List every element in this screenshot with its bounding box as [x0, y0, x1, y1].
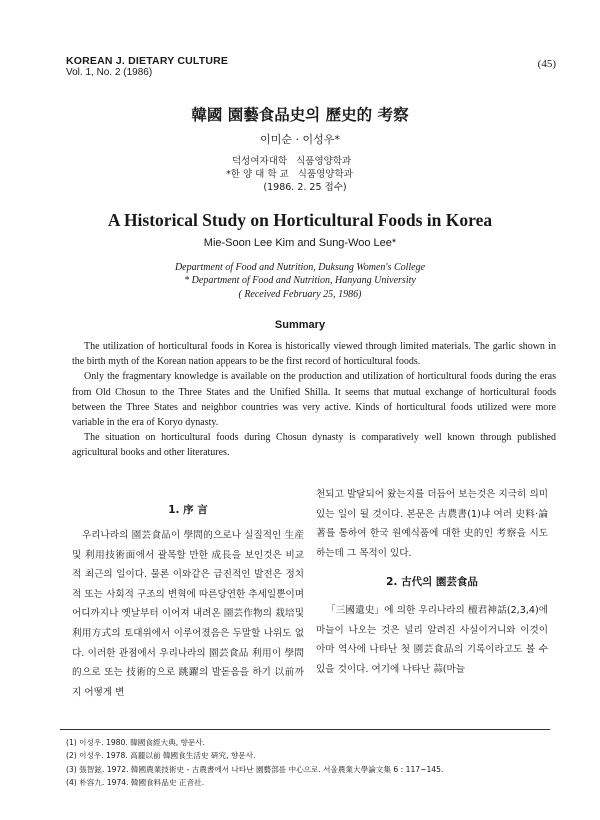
summary-paragraph-2: Only the fragmentary knowledge is available on the production and utilization of horticultural foods during the eras from Old Chosun to the Three States and the Unified Shilla. It seems that mutual exchange of horticultural foods between the Three States and neighbor countries was very active. Kinds of horticultural foods utilized were more variable in the era of Koryo dynasty.	[72, 371, 556, 429]
summary-paragraph-1: The utilization of horticultural foods in Korea is historically viewed through limited materials. The garlic shown in the birth myth of the Korean nation appears to be the first record of horticultural foods.	[72, 341, 556, 368]
korean-authors: 이미순 · 이성우*	[260, 133, 340, 146]
english-authors: Mie-Soon Lee Kim and Sung-Woo Lee*	[203, 237, 397, 249]
korean-received-date: (1986. 2. 25 접수)	[263, 182, 347, 193]
journal-name: KOREAN J. DIETARY CULTURE	[66, 55, 229, 67]
korean-title: 韓國 園藝食品史의 歷史的 考察	[191, 106, 409, 124]
korean-affiliation-1: 덕성여자대학 식품영양학과	[232, 156, 352, 167]
journal-volume-issue: Vol. 1, No. 2 (1986)	[66, 67, 153, 78]
summary-heading: Summary	[274, 319, 326, 331]
section-1-continuation: 천되고 발달되어 왔는지를 더듬어 보는것은 지극히 의미있는 일이 될 것이다. 본문은 古農書(1)냐 여러 史料·論著를 통하여 한국 원예식품에 대한 史的인 考察을 시도하는데 그 목적이 있다.	[316, 489, 548, 559]
english-received-date: ( Received February 25, 1986)	[238, 289, 362, 300]
footnote-2: (2) 이성우. 1978. 高麗以前 韓國食生活史 硏究, 향문사.	[66, 751, 256, 761]
body-right-column	[316, 485, 548, 679]
summary-paragraph-3: The situation on horticultural foods during Chosun dynasty is comparatively well known through published agricultural books and other literatures.	[72, 432, 556, 459]
footnote-1: (1) 이성우. 1980. 韓國食經大典, 향문사.	[66, 738, 205, 747]
english-affiliation-2: * Department of Food and Nutrition, Hanyang University	[184, 275, 416, 286]
section-2-heading: 2. 古代의 園芸食品	[386, 576, 478, 589]
footnote-divider	[60, 729, 550, 730]
english-title: A Historical Study on Horticultural Foods in Korea	[107, 210, 493, 230]
section-2-paragraph: 「三國遺史」에 의한 우리나라의 檀君神話(2,3,4)에 마늘이 나오는 것은 널리 알려진 사실이거니와 이것이 아마 역사에 나타난 첫 園芸食品의 기록이라고도 볼 수 있을 것이다. 여기에 나타난 蒜(마늘	[316, 604, 548, 675]
footnote-3: (3) 張智鉉. 1972. 韓國農業技術史 - 古農書에서 나타난 園藝部를 中心으로. 서울農業大學論文集 6 : 117~145.	[66, 764, 444, 774]
body-left-column	[72, 504, 304, 702]
page-number: (45)	[537, 58, 556, 70]
section-1-heading: 1. 序 言	[168, 504, 208, 516]
section-1-paragraph: 우리나라의 園芸食品이 學問的으로나 실질적인 生産및 利用技術面에서 괄목할 만한 成長을 보인것은 비교적 최근의 일이다. 물론 이와같은 급진적인 발전은 정치적 또는 사회적 구조의 변혁에 따른당연한 추세일뿐이며 어디까지나 옛날부터 이어져 내려온 園芸作物의 栽培및 利用方式의 토대위에서 이루어졌음은 두말할 나위도 없다. 이러한 관점에서 우리나라의 園芸食品 利用이 學問的으로 또는 技術的으로 跳躍의 발돋음을 하기 以前까지 어떻게 변	[72, 530, 304, 698]
footnote-4: (4) 朴容九. 1974. 韓國食料品史 正音社.	[66, 778, 205, 788]
english-affiliation-1: Department of Food and Nutrition, Duksung Women's College	[174, 262, 426, 273]
summary-block	[72, 339, 556, 461]
korean-affiliation-2: *한 양 대 학 교 식품영양학과	[226, 169, 353, 180]
footnotes	[66, 736, 556, 790]
